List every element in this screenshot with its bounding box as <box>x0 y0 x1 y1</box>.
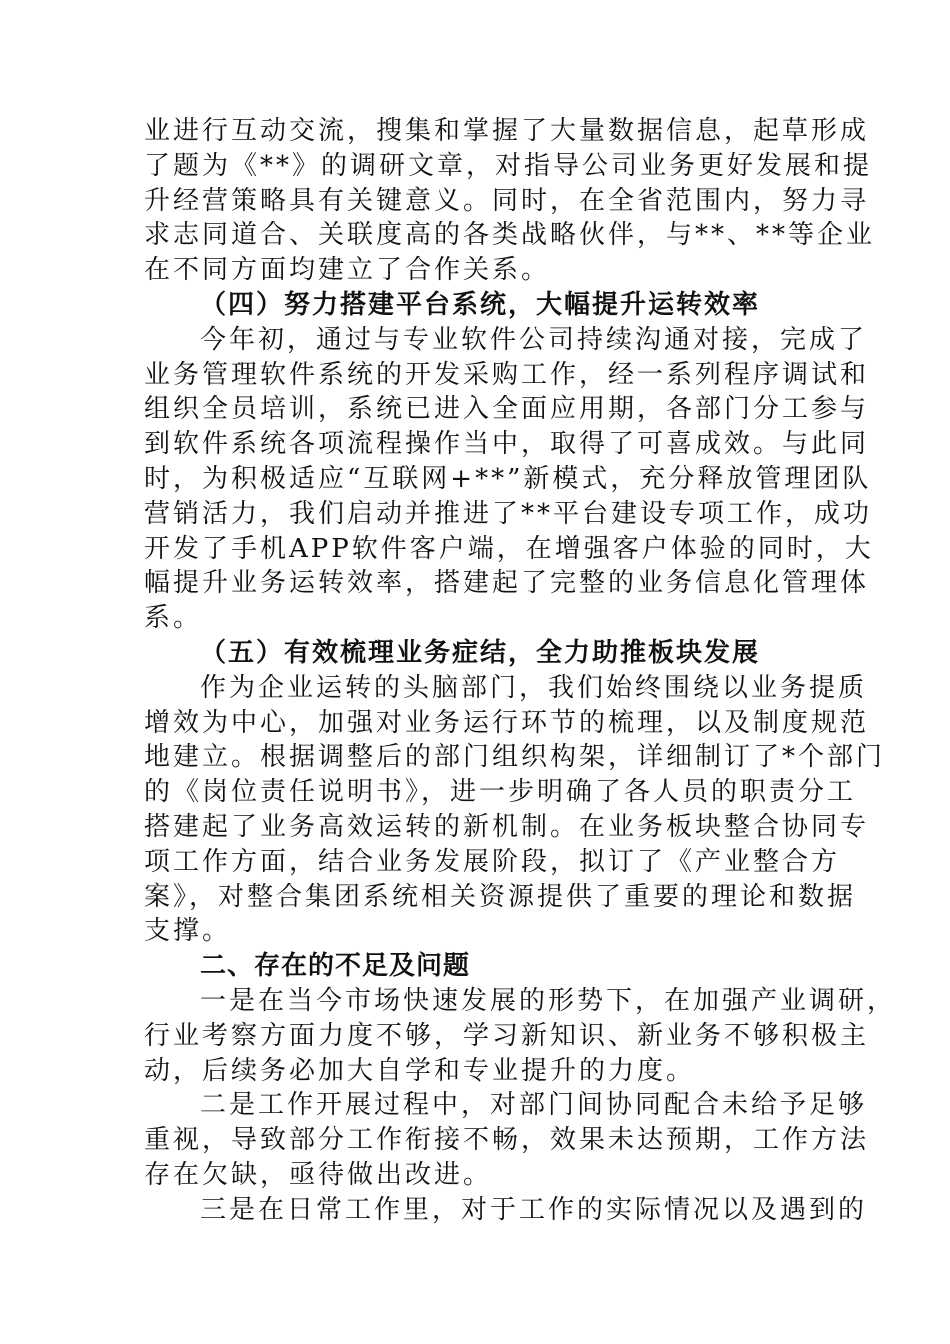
body-line: 系。 <box>144 603 203 634</box>
paragraph-first-line: 今年初，通过与专业软件公司持续沟通对接，完成了 <box>200 324 868 355</box>
body-line: 增效为中心，加强对业务运行环节的梳理，以及制度规范 <box>144 707 870 738</box>
paragraph-first-line: 二是工作开展过程中，对部门间协同配合未给予足够 <box>200 1090 868 1121</box>
body-line: 重视，导致部分工作衔接不畅，效果未达预期，工作方法 <box>144 1125 870 1156</box>
body-line: 搭建起了业务高效运转的新机制。在业务板块整合协同专 <box>144 811 870 842</box>
body-line: 时，为积极适应“互联网+**”新模式，充分释放管理团队 <box>144 463 872 494</box>
body-line: 升经营策略具有关键意义。同时，在全省范围内，努力寻 <box>144 185 870 216</box>
body-line: 组织全员培训，系统已进入全面应用期，各部门分工参与 <box>144 394 870 425</box>
paragraph-first-line: 一是在当今市场快速发展的形势下，在加强产业调研， <box>200 985 897 1016</box>
body-line: 动，后续务必加大自学和专业提升的力度。 <box>144 1055 696 1086</box>
body-line: 支撑。 <box>144 916 232 947</box>
body-line: 行业考察方面力度不够，学习新知识、新业务不够积极主 <box>144 1020 870 1051</box>
body-line: 的《岗位责任说明书》，进一步明确了各人员的职责分工 <box>144 777 857 808</box>
body-line: 求志同道合、关联度高的各类战略伙伴，与**、**等企业 <box>144 220 876 251</box>
body-line: 存在欠缺，亟待做出改进。 <box>144 1159 493 1190</box>
body-line: 营销活力，我们启动并推进了**平台建设专项工作，成功 <box>144 498 873 529</box>
chapter-heading-2: 二、存在的不足及问题 <box>200 951 471 982</box>
body-line: 了题为《**》的调研文章，对指导公司业务更好发展和提 <box>144 150 873 181</box>
body-line: 开发了手机APP软件客户端，在增强客户体验的同时，大 <box>144 533 874 564</box>
paragraph-first-line: 作为企业运转的头脑部门，我们始终围绕以业务提质 <box>200 672 868 703</box>
body-line: 项工作方面，结合业务发展阶段，拟订了《产业整合方 <box>144 846 841 877</box>
body-line: 到软件系统各项流程操作当中，取得了可喜成效。与此同 <box>144 429 870 460</box>
body-line: 业进行互动交流，搜集和掌握了大量数据信息，起草形成 <box>144 116 870 146</box>
body-line: 业务管理软件系统的开发采购工作，经一系列程序调试和 <box>144 359 870 390</box>
body-line: 在不同方面均建立了合作关系。 <box>144 255 551 286</box>
section-heading-5: （五）有效梳理业务症结，全力助推板块发展 <box>200 637 761 668</box>
document-body <box>144 114 897 1228</box>
body-line: 案》，对整合集团系统相关资源提供了重要的理论和数据 <box>144 881 857 912</box>
body-line: 地建立。根据调整后的部门组织构架，详细制订了*个部门 <box>144 742 886 773</box>
paragraph-first-line: 三是在日常工作里，对于工作的实际情况以及遇到的 <box>200 1194 868 1225</box>
body-line: 幅提升业务运转效率，搭建起了完整的业务信息化管理体 <box>144 568 870 599</box>
section-heading-4: （四）努力搭建平台系统，大幅提升运转效率 <box>200 289 761 320</box>
